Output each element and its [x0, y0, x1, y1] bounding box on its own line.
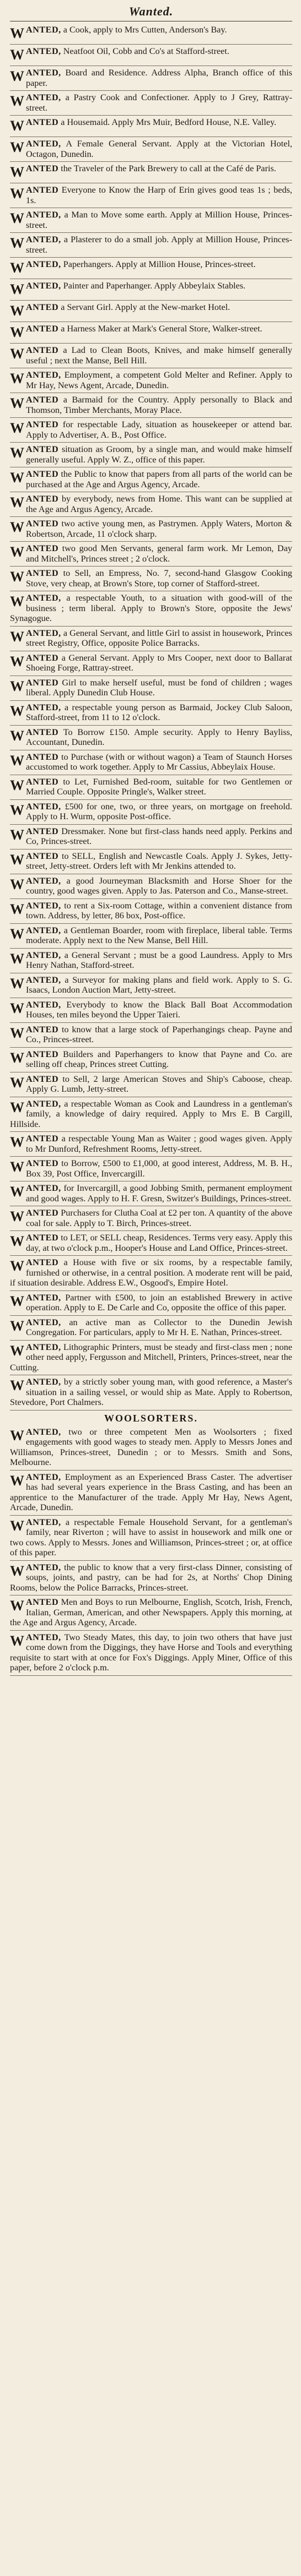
ad-text: a Man to Move some earth. Apply at Million House, Princes-street. — [26, 210, 293, 230]
ad-text: Dressmaker. None but first-class hands need apply. Perkins and Co, Princes-street. — [26, 826, 293, 846]
ad-text: a Plasterer to do a small job. Apply at Million House, Princes-street. — [26, 235, 292, 255]
ad-text: a Cook, apply to Mrs Cutten, Anderson's Bay. — [63, 25, 227, 35]
ad-drop-initial: W — [10, 420, 24, 436]
ad-drop-initial: W — [10, 1184, 24, 1200]
ad-keyword: ANTED, — [26, 801, 61, 812]
ad-keyword: ANTED, — [26, 281, 61, 291]
ad-drop-initial: W — [10, 628, 24, 645]
classified-ad — [10, 1375, 292, 1410]
classified-ad — [10, 418, 292, 443]
classified-ad — [10, 1516, 292, 1561]
ad-drop-initial: W — [10, 118, 24, 134]
ad-drop-initial: W — [10, 260, 24, 276]
classified-ad — [10, 998, 292, 1023]
classified-ad — [10, 651, 292, 676]
ad-keyword: ANTED — [26, 851, 59, 861]
ad-keyword: ANTED, — [26, 1517, 61, 1527]
ad-text: a Barmaid for the Country. Apply personally to Black and Thomson, Timber Merchants, Moray Place. — [26, 395, 292, 415]
classified-ad — [10, 301, 292, 322]
ad-text: for Invercargill, a good Jobbing Smith, permanent employment and good wages. Apply to H. F. Gresn, Switzer's Buildings, Princes-street. — [26, 1183, 292, 1203]
classified-ad — [10, 849, 292, 874]
classified-ad — [10, 45, 292, 66]
ad-drop-initial: W — [10, 25, 24, 41]
ad-keyword: ANTED — [26, 727, 59, 737]
ad-keyword: ANTED, — [26, 1342, 61, 1352]
ad-drop-initial: W — [10, 702, 24, 719]
ad-keyword: ANTED, — [26, 875, 61, 886]
classified-ad — [10, 627, 292, 651]
ad-drop-initial: W — [10, 1134, 24, 1150]
classified-ad — [10, 1181, 292, 1206]
classified-ad — [10, 137, 292, 162]
ad-keyword: ANTED, — [26, 1562, 61, 1572]
ad-keyword: ANTED — [26, 1597, 59, 1607]
ad-drop-initial: W — [10, 371, 24, 386]
ad-drop-initial: W — [10, 470, 24, 486]
ad-text: Employment as an Experienced Brass Caster. The advertiser has had several years experience in the Brass Casting, and has been an apprentice to the Manufacturer of the trade. Apply Mr Hay, News Agent, Arcade, Dunedin. — [10, 1472, 293, 1512]
ad-text: a respectable young person as Barmaid, Jockey Club Saloon, Stafford-street, from 11 to 12 o'clock. — [26, 702, 292, 722]
ad-keyword: ANTED, — [26, 1426, 61, 1437]
ad-keyword: ANTED, — [26, 259, 61, 269]
classified-ad — [10, 322, 292, 344]
classified-ad — [10, 23, 292, 45]
classified-ad — [10, 443, 292, 467]
ad-text: to LET, or SELL cheap, Residences. Terms very easy. Apply this day, at two o'clock p.m., Hooper's House and Land Office, Princes-street. — [26, 1233, 293, 1253]
classified-ad — [10, 1132, 292, 1157]
ad-text: to Sell, an Empress, No. 7, second-hand Glasgow Cooking Stove, very cheap, at Brown's Store, top corner of Stafford-street. — [26, 568, 293, 589]
ad-drop-initial: W — [10, 1258, 24, 1274]
ad-text: Men and Boys to run Melbourne, English, Scotch, Irish, French, Italian, German, American, and other Newspapers. Apply this morning, at the Age and Argus Agency, Arcade. — [10, 1597, 293, 1627]
ad-drop-initial: W — [10, 1208, 24, 1224]
classified-ad — [10, 899, 292, 924]
ad-text: a General Servant, and little Girl to assist in housework, Princes street Registry, Office, opposite Police Barracks. — [26, 628, 292, 648]
ad-keyword: ANTED, — [26, 1632, 61, 1642]
ad-text: Purchasers for Clutha Coal at £2 per ton. A quantity of the above coal for sale. Apply to T. Birch, Princes-street. — [26, 1208, 293, 1228]
ad-keyword: ANTED, — [26, 974, 61, 985]
ad-drop-initial: W — [10, 1233, 24, 1249]
ad-text: a General Servant ; must be a good Laundress. Apply to Mrs Henry Nathan, Stafford-street. — [26, 950, 292, 970]
ad-text: a General Servant. Apply to Mrs Cooper, next door to Ballarat Shoeing Forge, Rattray-street. — [26, 652, 293, 673]
ad-text: Girl to make herself useful, must be fond of children ; wages liberal. Apply Dunedin Club House. — [26, 677, 292, 698]
ad-drop-initial: W — [10, 876, 24, 892]
ad-text: Everyone to Know the Harp of Erin gives good teas 1s ; beds, 1s. — [26, 185, 292, 205]
ad-keyword: ANTED, — [26, 950, 61, 960]
ad-text: situation as Groom, by a single man, and would make himself generally useful. Apply W. Z., office of this paper. — [26, 444, 293, 465]
ad-text: by everybody, news from Home. This want can be supplied at the Age and Argus Agency, Arcade. — [26, 494, 292, 514]
ad-keyword: ANTED, — [26, 1377, 61, 1387]
ad-text: a Harness Maker at Mark's General Store, Walker-street. — [61, 324, 262, 334]
ad-keyword: ANTED — [26, 1158, 59, 1168]
ad-keyword: ANTED, — [26, 702, 61, 712]
ad-drop-initial: W — [10, 1632, 24, 1649]
classified-ad — [10, 591, 292, 627]
classified-ad — [10, 1023, 292, 1048]
ad-text: to Let, Furnished Bed-room, suitable for two Gentlemen or Married Couple. Opposite Pringle's, Walker street. — [26, 776, 293, 797]
classified-ad — [10, 183, 292, 208]
ad-keyword: ANTED, — [26, 628, 61, 638]
ad-drop-initial: W — [10, 303, 24, 319]
classified-ad — [10, 800, 292, 825]
classified-ad — [10, 676, 292, 701]
ad-keyword: ANTED, — [26, 92, 61, 102]
ad-drop-initial: W — [10, 678, 24, 694]
ad-drop-initial: W — [10, 1025, 24, 1041]
ad-keyword: ANTED, — [26, 900, 61, 911]
ad-text: £500 for one, two, or three years, on mortgage on freehold. Apply to H. Wurm, opposite Post-office. — [26, 801, 293, 821]
classified-ad — [10, 924, 292, 949]
ad-keyword: ANTED, — [26, 593, 61, 603]
ad-drop-initial: W — [10, 186, 24, 201]
ad-text: the public to know that a very first-class Dinner, consisting of soups, joints, and pastry, can be had for 2s, at Norths' Chop Dining Rooms, below the Police Barracks, Princes-street. — [10, 1562, 293, 1593]
ad-keyword: ANTED — [26, 324, 59, 334]
classified-ad — [10, 1471, 292, 1516]
ad-keyword: ANTED — [26, 185, 59, 195]
classified-ad — [10, 517, 292, 542]
classified-ad — [10, 726, 292, 750]
classified-ad — [10, 1341, 292, 1376]
ad-text: Everybody to know the Black Ball Boat Accommodation Houses, ten miles beyond the Upper Taieri. — [26, 999, 292, 1020]
classified-ad — [10, 973, 292, 998]
classified-ad — [10, 344, 292, 368]
ad-drop-initial: W — [10, 164, 24, 180]
ad-text: a respectable Female Household Servant, for a gentleman's family, near Riverton ; will have to assist in housework and milk one or two cows. Apply to Messrs. Jones and Williamson, Princes-street ; or, at office of this paper. — [10, 1517, 292, 1557]
ad-drop-initial: W — [10, 494, 24, 510]
ad-text: to Sell, 2 large American Stoves and Ship's Caboose, cheap. Apply G. Lumb, Jetty-street. — [26, 1074, 293, 1094]
ad-text: a Pastry Cook and Confectioner. Apply to J Grey, Rattray-street. — [26, 92, 292, 113]
classified-ad — [10, 393, 292, 418]
ad-drop-initial: W — [10, 445, 24, 461]
ad-keyword: ANTED, — [26, 1292, 61, 1303]
ad-drop-initial: W — [10, 93, 24, 109]
classified-ad — [10, 1206, 292, 1231]
ad-drop-initial: W — [10, 975, 24, 992]
classified-ad — [10, 567, 292, 591]
ad-keyword: ANTED, — [26, 1472, 61, 1482]
ad-drop-initial: W — [10, 1293, 24, 1309]
column-heading: Wanted. — [10, 4, 292, 21]
ad-keyword: ANTED — [26, 1024, 59, 1034]
ad-text: Painter and Paperhanger. Apply Abbeylaix Stables. — [63, 281, 246, 291]
ad-text: Builders and Paperhangers to know that Payne and Co. are selling off cheap, Princes street Cutting. — [26, 1049, 293, 1069]
ad-drop-initial: W — [10, 1562, 24, 1579]
ad-keyword: ANTED, — [26, 235, 61, 244]
classified-ad — [10, 233, 292, 258]
classified-ad — [10, 66, 292, 91]
ad-keyword: ANTED — [26, 1233, 59, 1243]
ad-keyword: ANTED — [26, 1134, 59, 1143]
classified-ad — [10, 1157, 292, 1181]
ad-keyword: ANTED, — [26, 925, 61, 935]
ad-drop-initial: W — [10, 1472, 24, 1489]
ad-drop-initial: W — [10, 1377, 24, 1393]
ad-text: an active man as Collector to the Dunedin Jewish Congregation. For particulars, apply to Mr H. E. Nathan, Princes-street. — [26, 1317, 292, 1337]
ad-text: two or three competent Men as Woolsorters ; fixed engagements with good wages to steady men. Apply to Messrs Jones and Williamson, Princes-street, Dunedin ; or to Messrs. Smith and Sons, Melbourne. — [10, 1426, 293, 1467]
ad-drop-initial: W — [10, 235, 24, 251]
ad-drop-initial: W — [10, 1517, 24, 1534]
classified-ad — [10, 368, 292, 393]
ad-keyword: ANTED, — [26, 25, 61, 35]
ad-text: by a strictly sober young man, with good reference, a Master's situation in a sailing vessel, or would ship as Mate. Apply to Robertson, Stevedore, Port Chalmers. — [10, 1377, 293, 1407]
ad-drop-initial: W — [10, 569, 24, 585]
ad-text: the Traveler of the Park Brewery to call at the Café de Paris. — [61, 164, 276, 173]
ad-keyword: ANTED — [26, 164, 59, 173]
ad-text: Neatfoot Oil, Cobb and Co's at Stafford-street. — [63, 46, 229, 56]
ad-drop-initial: W — [10, 47, 24, 63]
ad-keyword: ANTED — [26, 543, 59, 553]
classified-ad — [10, 1595, 292, 1631]
classified-ad — [10, 949, 292, 973]
ad-drop-initial: W — [10, 544, 24, 560]
ad-keyword: ANTED, — [26, 139, 61, 149]
ad-keyword: ANTED — [26, 469, 59, 479]
ad-drop-initial: W — [10, 395, 24, 411]
ad-keyword: ANTED — [26, 420, 59, 429]
classified-ad — [10, 1231, 292, 1256]
classified-ad — [10, 1097, 292, 1132]
ad-keyword: ANTED — [26, 345, 59, 355]
ad-keyword: ANTED, — [26, 999, 61, 1010]
ad-text: a respectable Woman as Cook and Laundress in a gentleman's family, a knowledge of dairy required. Apply to Mrs E. B Cargill, Hillside. — [10, 1098, 293, 1129]
ad-text: the Public to know that papers from all parts of the world can be purchased at the Age and Argus Agency, Arcade. — [26, 469, 292, 489]
ad-keyword: ANTED, — [26, 370, 61, 380]
ad-keyword: ANTED — [26, 1049, 59, 1059]
ad-drop-initial: W — [10, 1342, 24, 1359]
ad-keyword: ANTED — [26, 751, 59, 762]
ad-keyword: ANTED — [26, 117, 59, 127]
classified-ad — [10, 91, 292, 116]
ad-drop-initial: W — [10, 1099, 24, 1115]
ad-text: Paperhangers. Apply at Million House, Princes-street. — [63, 259, 256, 269]
ad-text: Lithographic Printers, must be steady and first-class men ; none other need apply, Fergusson and Mitchell, Printers, Princes-street, near the Cutting. — [10, 1342, 293, 1373]
ad-drop-initial: W — [10, 826, 24, 843]
ad-text: A Female General Servant. Apply at the Victorian Hotel, Octagon, Dunedin. — [26, 139, 293, 159]
classified-ads-list — [10, 23, 292, 1676]
classified-ad — [10, 116, 292, 137]
ad-drop-initial: W — [10, 777, 24, 793]
classified-ad — [10, 1316, 292, 1341]
ad-keyword: ANTED — [26, 302, 59, 312]
ad-drop-initial: W — [10, 281, 24, 297]
classified-ad — [10, 542, 292, 567]
classified-ad — [10, 162, 292, 183]
classified-ad — [10, 825, 292, 849]
ad-keyword: ANTED — [26, 519, 59, 529]
ad-keyword: ANTED, — [26, 46, 61, 56]
ad-drop-initial: W — [10, 139, 24, 155]
classified-ad — [10, 1561, 292, 1596]
classified-ad — [10, 1048, 292, 1072]
classified-ad — [10, 1291, 292, 1316]
ad-drop-initial: W — [10, 68, 24, 84]
ad-text: a Surveyor for making plans and field work. Apply to S. G. Isaacs, London Auction Mart, Jetty-street. — [26, 974, 292, 995]
ad-drop-initial: W — [10, 519, 24, 535]
classified-ad — [10, 1072, 292, 1097]
ad-text: to SELL, English and Newcastle Coals. Apply J. Sykes, Jetty-street, Jetty-street. Orders left with Mr Jenkins attended to. — [26, 851, 292, 871]
ad-drop-initial: W — [10, 1049, 24, 1066]
ad-keyword: ANTED — [26, 677, 59, 688]
ad-keyword: ANTED — [26, 776, 59, 787]
ad-keyword: ANTED — [26, 444, 59, 454]
ad-drop-initial: W — [10, 1598, 24, 1614]
ad-text: a Gentleman Boarder, room with fireplace, liberal table. Terms moderate. Apply next to the New Manse, Bell Hill. — [26, 925, 293, 945]
ad-text: to know that a large stock of Paperhangings cheap. Payne and Co., Princes-street. — [26, 1024, 292, 1044]
classified-ad — [10, 208, 292, 233]
ad-text: a respectable Young Man as Waiter ; good wages given. Apply to Mr Dunford, Refreshment Rooms, Jetty-street. — [26, 1134, 293, 1154]
ad-drop-initial: W — [10, 1427, 24, 1444]
ad-text: Employment, a competent Gold Melter and Refiner. Apply to Mr Hay, News Agent, Arcade, Dunedin. — [26, 370, 292, 390]
ad-drop-initial: W — [10, 593, 24, 609]
ad-keyword: ANTED, — [26, 1317, 61, 1327]
ad-text: to rent a Six-room Cottage, within a convenient distance from town. Address, by letter, 86 box, Post-office. — [26, 900, 293, 921]
ad-text: Two Steady Mates, this day, to join two others that have just come down from the Diggings, they have Horse and Tools and everything requisite to start with at once for Fox's Diggings. Apply Miner, Office of this paper, before 2 o'clock p.m. — [10, 1632, 292, 1673]
ad-drop-initial: W — [10, 210, 24, 226]
section-heading: WOOLSORTERS. — [104, 1412, 198, 1424]
classified-ad — [10, 279, 292, 301]
ad-text: a good Journeyman Blacksmith and Horse Shoer for the country, good wages given. Apply to Jas. Paterson and Co., Manse-street. — [26, 875, 292, 896]
classified-ad — [10, 258, 292, 279]
classified-ad — [10, 492, 292, 517]
ad-text: for respectable Lady, situation as housekeeper or attend bar. Apply to Advertiser, A. B., Post Office. — [26, 420, 292, 440]
ad-keyword: ANTED — [26, 568, 59, 578]
ad-drop-initial: W — [10, 802, 24, 818]
ad-drop-initial: W — [10, 901, 24, 917]
ad-keyword: ANTED — [26, 652, 59, 663]
ad-text: two active young men, as Pastrymen. Apply Waters, Morton & Robertson, Arcade, 11 o'clock sharp. — [26, 519, 293, 539]
ad-drop-initial: W — [10, 1000, 24, 1016]
ad-drop-initial: W — [10, 851, 24, 868]
ad-text: Partner with £500, to join an established Brewery in active operation. Apply to E. De Carle and Co, opposite the office of this paper. — [26, 1292, 293, 1312]
classified-ad — [10, 1425, 292, 1471]
ad-drop-initial: W — [10, 653, 24, 669]
ad-drop-initial: W — [10, 950, 24, 967]
ad-text: a Housemaid. Apply Mrs Muir, Bedford House, N.E. Valley. — [61, 117, 277, 127]
ad-text: a House with five or six rooms, by a respectable family, furnished or otherwise, in a central position. A moderate rent will be paid, if situation desirable. Address E.W., Osgood's, Empire Hotel. — [10, 1257, 292, 1288]
ad-text: a Servant Girl. Apply at the New-market Hotel. — [61, 302, 230, 312]
ad-text: to Purchase (with or without wagon) a Team of Staunch Horses accustomed to work together. Apply to Mr Cassius, Abbeylaix House. — [26, 751, 292, 772]
ad-keyword: ANTED — [26, 826, 59, 836]
classified-ad — [10, 750, 292, 775]
ad-drop-initial: W — [10, 324, 24, 340]
ad-keyword: ANTED, — [26, 68, 61, 78]
ad-keyword: ANTED, — [26, 1183, 61, 1193]
ad-keyword: ANTED — [26, 494, 59, 504]
classified-ad — [10, 775, 292, 800]
ad-keyword: ANTED, — [26, 210, 61, 220]
classified-ad — [10, 1256, 292, 1291]
ad-drop-initial: W — [10, 1317, 24, 1334]
classified-ad — [10, 467, 292, 492]
ad-text: a Lad to Clean Boots, Knives, and make himself generally useful ; next the Manse, Bell Hill. — [26, 345, 292, 366]
ad-keyword: ANTED, — [26, 1098, 61, 1109]
ad-drop-initial: W — [10, 752, 24, 769]
classified-ad — [10, 701, 292, 726]
ad-keyword: ANTED — [26, 1208, 59, 1218]
ad-drop-initial: W — [10, 1159, 24, 1175]
ad-keyword: ANTED — [26, 395, 59, 405]
ad-text: a respectable Youth, to a situation with good-will of the business ; term liberal. Apply to Brown's Store, opposite the Jews' Synagogue. — [10, 593, 293, 623]
ad-keyword: ANTED — [26, 1257, 59, 1267]
ad-keyword: ANTED — [26, 1074, 59, 1084]
ad-drop-initial: W — [10, 727, 24, 744]
ad-text: two good Men Servants, general farm work. Mr Lemon, Day and Mitchell's, Princes street ; 2 o'clock. — [26, 543, 293, 564]
ad-drop-initial: W — [10, 346, 24, 362]
ad-drop-initial: W — [10, 925, 24, 942]
classified-ad — [10, 1631, 292, 1676]
ad-text: to Borrow, £500 to £1,000, at good interest, Address, M. B. H., Box 39, Post Office, Invercargill. — [26, 1158, 293, 1179]
ad-drop-initial: W — [10, 1074, 24, 1091]
classified-ad — [10, 874, 292, 899]
ad-text: Board and Residence. Address Alpha, Branch office of this paper. — [26, 68, 293, 88]
ad-text: To Borrow £150. Ample security. Apply to Henry Bayliss, Accountant, Dunedin. — [26, 727, 292, 747]
